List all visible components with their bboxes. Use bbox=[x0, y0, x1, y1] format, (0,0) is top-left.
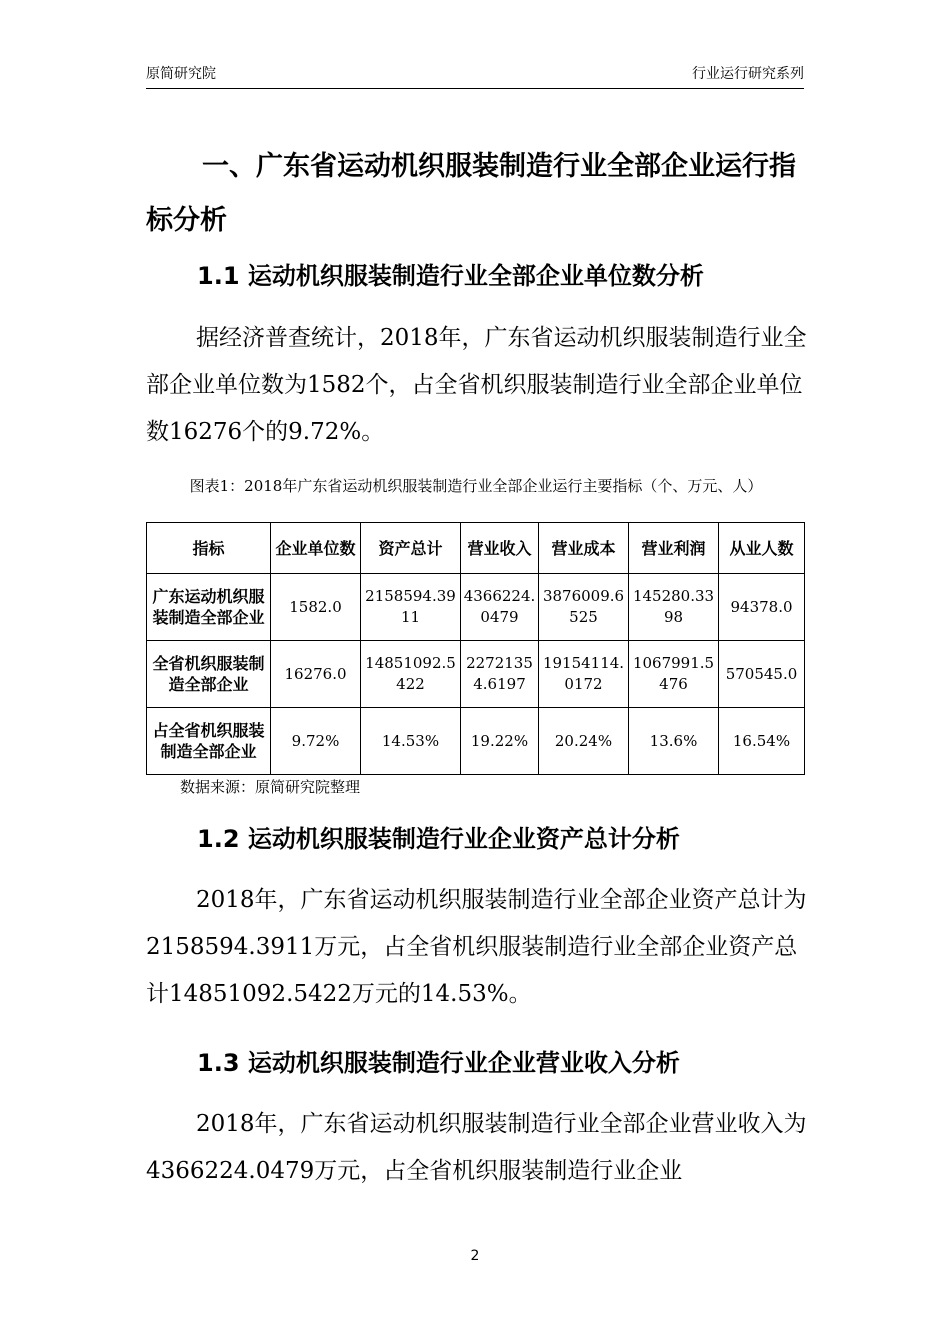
table-row-label: 占全省机织服装制造全部企业 bbox=[147, 708, 271, 775]
table-header-row bbox=[147, 523, 805, 574]
table-row bbox=[147, 641, 805, 708]
table-cell: 4366224.0479 bbox=[461, 574, 539, 641]
header-series-name: 行业运行研究系列 bbox=[692, 66, 804, 82]
section-1-1-paragraph: 据经济普查统计，2018年，广东省运动机织服装制造行业全部企业单位数为1582个，占全省机织服装制造行业全部企业单位数16276个的9.72%。 bbox=[146, 325, 807, 445]
table-source-note: 数据来源：原简研究院整理 bbox=[180, 778, 361, 796]
section-1-2-paragraph: 2018年，广东省运动机织服装制造行业全部企业资产总计为2158594.3911万元，占全省机织服装制造行业全部企业资产总计14851092.5422万元的14.53%。 bbox=[146, 887, 807, 1007]
table-cell: 16276.0 bbox=[271, 641, 361, 708]
section-1-3-paragraph: 2018年，广东省运动机织服装制造行业全部企业营业收入为4366224.0479万元，占全省机织服装制造行业企业 bbox=[146, 1111, 807, 1184]
table-row bbox=[147, 574, 805, 641]
table-cell: 1582.0 bbox=[271, 574, 361, 641]
table-row bbox=[147, 708, 805, 775]
section-1-title: 一、广东省运动机织服装制造行业全部企业运行指标分析 bbox=[146, 151, 796, 236]
table-cell: 1067991.5476 bbox=[629, 641, 719, 708]
header-divider bbox=[146, 88, 804, 89]
table-cell: 2158594.3911 bbox=[361, 574, 461, 641]
table-cell: 145280.3398 bbox=[629, 574, 719, 641]
table-cell: 22721354.6197 bbox=[461, 641, 539, 708]
table-cell: 9.72% bbox=[271, 708, 361, 775]
table-cell: 14.53% bbox=[361, 708, 461, 775]
section-1-1-heading: 1.1 运动机织服装制造行业全部企业单位数分析 bbox=[197, 262, 704, 290]
table-cell: 19154114.0172 bbox=[539, 641, 629, 708]
table-cell: 19.22% bbox=[461, 708, 539, 775]
header-org-name: 原简研究院 bbox=[146, 66, 216, 82]
table-cell: 3876009.6525 bbox=[539, 574, 629, 641]
table-cell: 14851092.5422 bbox=[361, 641, 461, 708]
table-header-cell: 营业成本 bbox=[539, 523, 629, 574]
table-cell: 13.6% bbox=[629, 708, 719, 775]
table-cell: 94378.0 bbox=[719, 574, 805, 641]
section-1-2-heading: 1.2 运动机织服装制造行业企业资产总计分析 bbox=[197, 825, 680, 853]
table-cell: 16.54% bbox=[719, 708, 805, 775]
table-cell: 570545.0 bbox=[719, 641, 805, 708]
table-header-cell: 资产总计 bbox=[361, 523, 461, 574]
table-row-label: 广东运动机织服装制造全部企业 bbox=[147, 574, 271, 641]
page-number: 2 bbox=[470, 1248, 480, 1264]
table-header-cell: 从业人数 bbox=[719, 523, 805, 574]
indicator-table bbox=[146, 522, 805, 775]
table-header-cell: 指标 bbox=[147, 523, 271, 574]
table-header-cell: 营业收入 bbox=[461, 523, 539, 574]
table-cell: 20.24% bbox=[539, 708, 629, 775]
table-caption: 图表1：2018年广东省运动机织服装制造行业全部企业运行主要指标（个、万元、人） bbox=[189, 477, 763, 495]
table-header-cell: 营业利润 bbox=[629, 523, 719, 574]
section-1-3-heading: 1.3 运动机织服装制造行业企业营业收入分析 bbox=[197, 1049, 680, 1077]
table-header-cell: 企业单位数 bbox=[271, 523, 361, 574]
table-row-label: 全省机织服装制造全部企业 bbox=[147, 641, 271, 708]
